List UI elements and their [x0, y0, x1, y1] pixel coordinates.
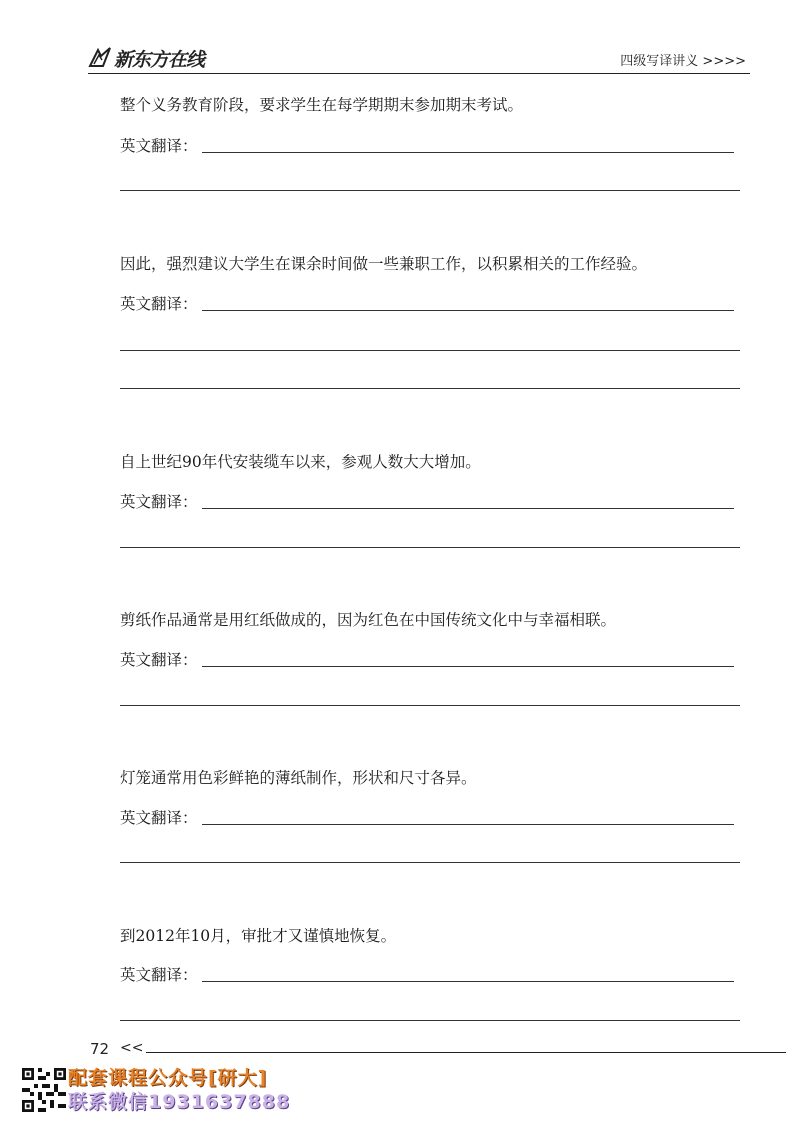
answer-line[interactable]: [202, 508, 734, 509]
translation-label: 英文翻译：: [120, 651, 198, 669]
watermark-line-1: 配套课程公众号[研大]: [68, 1067, 268, 1089]
translation-label: 英文翻译：: [120, 809, 198, 827]
logo-mark-icon: [88, 46, 112, 70]
answer-line[interactable]: [202, 152, 734, 153]
translation-row: [120, 134, 740, 156]
question-3: [120, 451, 740, 511]
answer-line[interactable]: [120, 547, 740, 548]
question-sentence: 灯笼通常用色彩鲜艳的薄纸制作，形状和尺寸各异。: [120, 769, 477, 787]
question-sentence: 因此，强烈建议大学生在课余时间做一些兼职工作，以积累相关的工作经验。: [120, 255, 648, 273]
question-2: [120, 253, 740, 313]
section-title: 四级写译讲义 >>>>: [620, 54, 746, 69]
answer-line[interactable]: [202, 666, 734, 667]
translation-row: [120, 963, 740, 985]
logo-text: 新东方在线: [114, 48, 205, 71]
question-6: [120, 925, 740, 984]
question-5: [120, 767, 740, 827]
answer-line[interactable]: [202, 310, 734, 311]
translation-row: [120, 648, 740, 670]
translation-label: 英文翻译：: [120, 137, 198, 155]
translation-row: [120, 806, 740, 828]
watermark: [68, 1066, 290, 1114]
translation-label: 英文翻译：: [120, 295, 198, 313]
answer-line[interactable]: [202, 981, 734, 982]
answer-line[interactable]: [202, 824, 734, 825]
footer-divider: [146, 1052, 786, 1053]
question-sentence: 到2012年10月，审批才又谨慎地恢复。: [120, 927, 397, 945]
answer-line[interactable]: [120, 705, 740, 706]
question-1: [120, 94, 740, 155]
answer-line[interactable]: [120, 1020, 740, 1021]
translation-row: [120, 292, 740, 314]
header-divider: [88, 73, 750, 74]
watermark-line-2: 联系微信1931637888: [68, 1091, 291, 1113]
footer-arrows: <<: [120, 1040, 144, 1056]
answer-line[interactable]: [120, 862, 740, 863]
translation-label: 英文翻译：: [120, 493, 198, 511]
answer-line[interactable]: [120, 350, 740, 351]
question-4: [120, 609, 740, 669]
logo: [88, 44, 204, 72]
answer-line[interactable]: [120, 388, 740, 389]
translation-label: 英文翻译：: [120, 966, 198, 984]
page-number: 72: [90, 1040, 110, 1058]
qr-code-icon: [22, 1068, 66, 1112]
question-sentence: 整个义务教育阶段，要求学生在每学期期末参加期末考试。: [120, 96, 524, 114]
translation-row: [120, 490, 740, 512]
question-sentence: 剪纸作品通常是用红纸做成的，因为红色在中国传统文化中与幸福相联。: [120, 611, 617, 629]
question-sentence: 自上世纪90年代安装缆车以来，参观人数大大增加。: [120, 453, 481, 471]
answer-line[interactable]: [120, 190, 740, 191]
